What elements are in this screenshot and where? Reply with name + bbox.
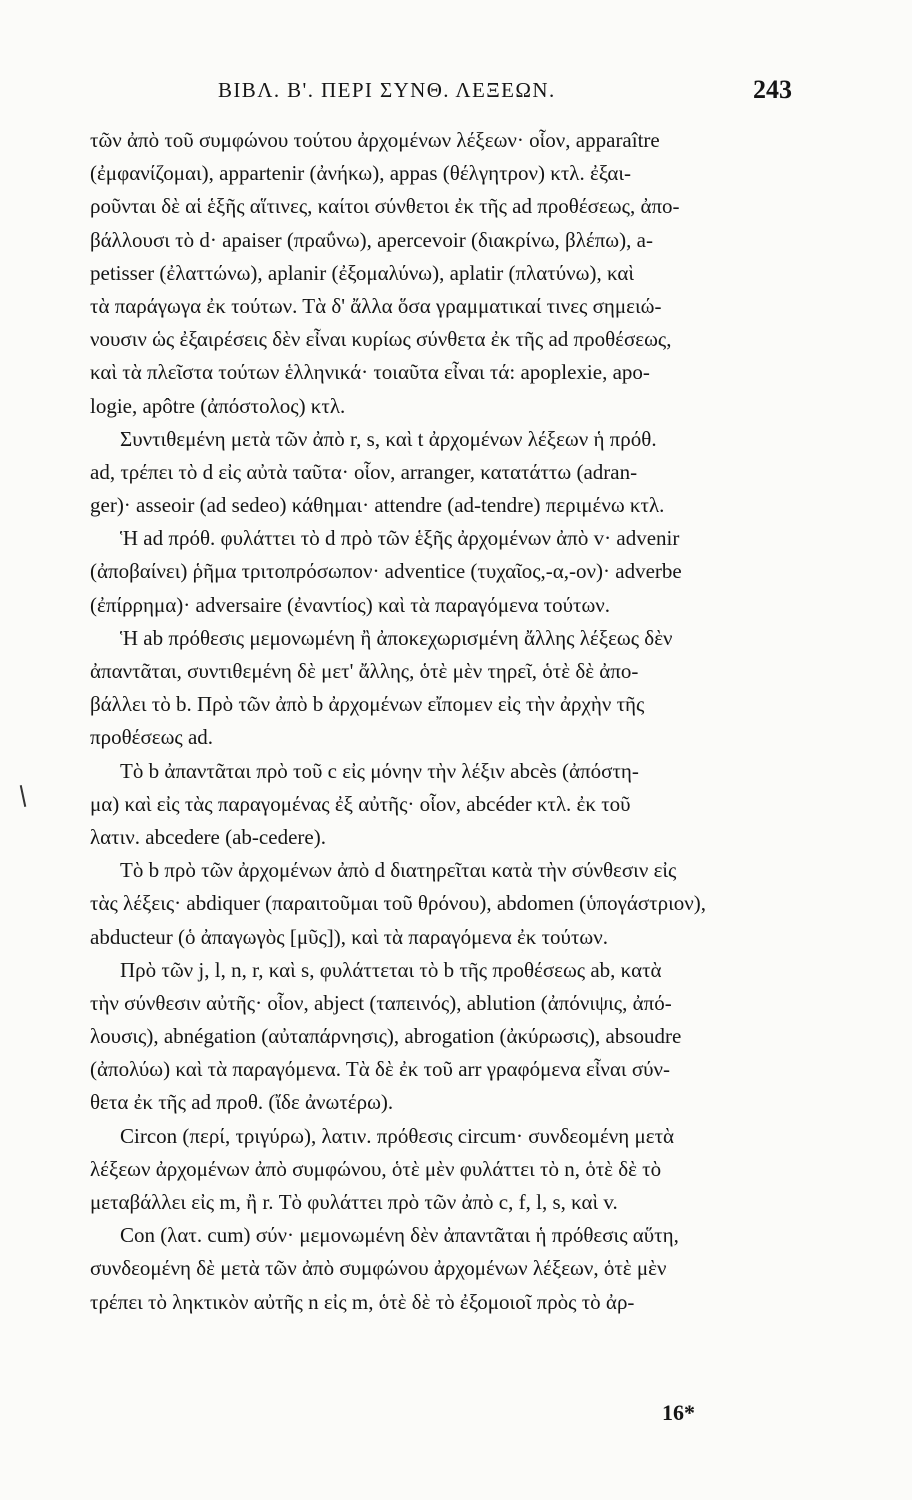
text-line: βάλλει τὸ b. Πρὸ τῶν ἀπὸ b ἀρχομένων εἴπομεν εἰς τὴν ἀρχὴν τῆς [90, 692, 645, 717]
text-line: προθέσεως ad. [90, 725, 214, 750]
text-line: μεταβάλλει εἰς m, ἢ r. Τὸ φυλάττει πρὸ τῶν ἀπὸ c, f, l, s, καὶ v. [90, 1190, 618, 1214]
text-line: τρέπει τὸ ληκτικὸν αὐτῆς n εἰς m, ὁτὲ δὲ τὸ ἐξομοιοῖ πρὸς τὸ ἀρ- [90, 1289, 635, 1314]
text-line: λατιν. abcedere (ab-cedere). [90, 824, 326, 849]
text-line: ad, τρέπει τὸ d εἰς αὐτὰ ταῦτα· οἷον, arranger, κατατάττω (adran- [90, 459, 638, 484]
page-number: 243 [753, 75, 792, 104]
text-line: Τὸ b πρὸ τῶν ἀρχομένων ἀπὸ d διατηρεῖται κατὰ τὴν σύνθεσιν εἰς [120, 858, 677, 883]
text-line: θετα ἐκ τῆς ad προθ. (ἴδε ἀνωτέρω). [90, 1090, 394, 1115]
text-line: Ἡ ab πρόθεσις μεμονωμένη ἢ ἀποκεχωρισμένη ἄλλης λέξεως δὲν [120, 625, 673, 650]
running-header [90, 75, 792, 124]
text-line: τῶν ἀπὸ τοῦ συμφώνου τούτου ἀρχομένων λέξεων· οἷον, apparaître [90, 128, 660, 152]
text-line: ger)· asseoir (ad sedeo) κάθημαι· attendre (ad-tendre) περιμένω κτλ. [90, 493, 665, 518]
running-title: ΒΙΒΛ. Β'. ΠΕΡΙ ΣΥΝΘ. ΛΕΞΕΩΝ. [218, 78, 556, 102]
text-line: νουσιν ὡς ἐξαιρέσεις δὲν εἶναι κυρίως σύνθετα ἐκ τῆς ad προθέσεως, [90, 327, 672, 352]
text-line: συνδεομένη δὲ μετὰ τῶν ἀπὸ συμφώνου ἀρχομένων λέξεων, ὁτὲ μὲν [90, 1256, 667, 1281]
text-line: Ἡ ad πρόθ. φυλάττει τὸ d πρὸ τῶν ἑξῆς ἀρχομένων ἀπὸ v· advenir [120, 526, 680, 551]
text-line: ροῦνται δὲ αἱ ἑξῆς αἵτινες, καίτοι σύνθετοι ἐκ τῆς ad προθέσεως, ἀπο- [90, 194, 680, 219]
text-line: Συντιθεμένη μετὰ τῶν ἀπὸ r, s, καὶ t ἀρχομένων λέξεων ἡ πρόθ. [120, 426, 657, 451]
text-line: (ἀπολύω) καὶ τὰ παραγόμενα. Τὰ δὲ ἐκ τοῦ arr γραφόμενα εἶναι σύν- [90, 1057, 671, 1082]
text-line: Con (λατ. cum) σύν· μεμονωμένη δὲν ἀπαντᾶται ἡ πρόθεσις αὕτη, [120, 1223, 679, 1248]
text-line: Τὸ b ἀπαντᾶται πρὸ τοῦ c εἰς μόνην τὴν λέξιν abcès (ἀπόστη- [120, 758, 639, 783]
text-line: μα) καὶ εἰς τὰς παραγομένας ἐξ αὐτῆς· οἷον, abcéder κτλ. ἐκ τοῦ [90, 791, 631, 816]
text-line: τὴν σύνθεσιν αὐτῆς· οἷον, abject (ταπεινός), ablution (ἀπόνιψις, ἀπό- [90, 990, 672, 1015]
text-line: ἀπαντᾶται, συντιθεμένη δὲ μετ' ἄλλης, ὁτὲ μὲν τηρεῖ, ὁτὲ δὲ ἀπο- [90, 659, 639, 683]
text-line: Circon (περί, τριγύρω), λατιν. πρόθεσις circum· συνδεομένη μετὰ [120, 1123, 675, 1148]
text-line: logie, apôtre (ἀπόστολος) κτλ. [90, 393, 346, 418]
text-line: λουσις), abnégation (αὐταπάρνησις), abrogation (ἀκύρωσις), absoudre [90, 1024, 682, 1049]
signature-mark: 16* [662, 1400, 695, 1425]
text-line: Πρὸ τῶν j, l, n, r, καὶ s, φυλάττεται τὸ b τῆς προθέσεως ab, κατὰ [120, 957, 662, 982]
text-line: (ἐμφανίζομαι), appartenir (ἀνήκω), appas (θέλγητρον) κτλ. ἐξαι- [90, 161, 631, 186]
body-text [90, 124, 790, 1319]
text-line: abducteur (ὁ ἀπαγωγὸς [μῦς]), καὶ τὰ παραγόμενα ἐκ τούτων. [90, 924, 608, 949]
text-line: βάλλουσι τὸ d· apaiser (πραΰνω), apercevoir (διακρίνω, βλέπω), a- [90, 227, 653, 252]
text-line: καὶ τὰ πλεῖστα τούτων ἑλληνικά· τοιαῦτα εἶναι τά: apoplexie, apo- [90, 360, 650, 385]
book-page [90, 75, 792, 1458]
text-line: petisser (ἐλαττώνω), aplanir (ἐξομαλύνω), aplatir (πλατύνω), καὶ [90, 260, 634, 285]
text-line: (ἀποβαίνει) ῥῆμα τριτοπρόσωπον· adventice (τυχαῖος,-α,-ον)· adverbe [90, 559, 682, 584]
text-line: τὰ παράγωγα ἐκ τούτων. Τὰ δ' ἄλλα ὅσα γραμματικαί τινες σημειώ- [90, 293, 662, 318]
text-line: λέξεων ἀρχομένων ἀπὸ συμφώνου, ὁτὲ μὲν φυλάττει τὸ n, ὁτὲ δὲ τὸ [90, 1156, 662, 1181]
text-line: τὰς λέξεις· abdiquer (παραιτοῦμαι τοῦ θρόνου), abdomen (ὑπογάστριον), [90, 891, 706, 916]
margin-tick-mark [20, 785, 27, 807]
text-line: (ἐπίρρημα)· adversaire (ἐναντίος) καὶ τὰ παραγόμενα τούτων. [90, 592, 611, 617]
